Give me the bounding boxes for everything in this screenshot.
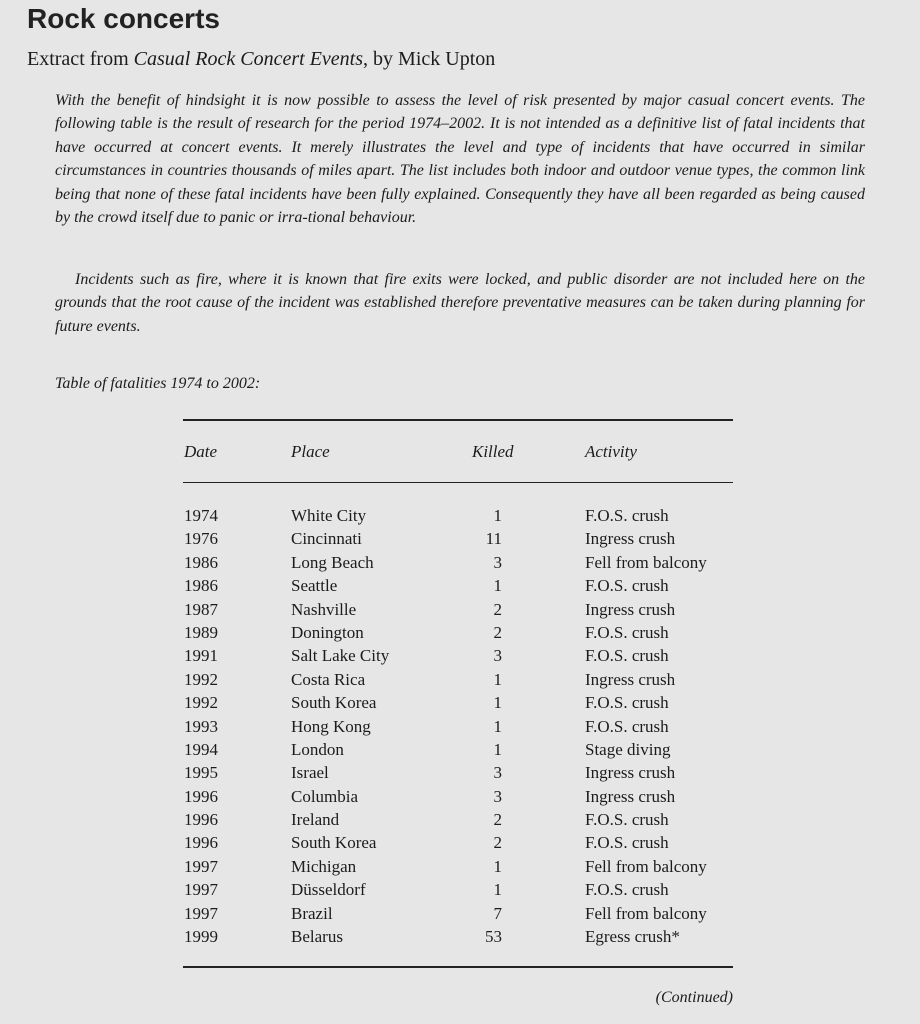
cell-place: Michigan bbox=[291, 856, 357, 876]
cell-date: 1996 bbox=[184, 810, 218, 830]
cell-killed: 1 bbox=[493, 716, 502, 736]
book-title: Casual Rock Concert Events bbox=[133, 48, 364, 70]
cell-date: 1976 bbox=[184, 529, 218, 549]
cell-place: Israel bbox=[291, 763, 329, 783]
cell-activity: Ingress crush bbox=[585, 599, 676, 619]
cell-activity: Egress crush* bbox=[585, 927, 680, 947]
table-row bbox=[0, 833, 920, 856]
cell-place: South Korea bbox=[291, 693, 377, 713]
cell-killed: 11 bbox=[485, 529, 502, 549]
table-row bbox=[0, 810, 920, 833]
header-place: Place bbox=[291, 442, 330, 461]
cell-date: 1974 bbox=[184, 506, 218, 525]
cell-killed: 3 bbox=[493, 786, 502, 806]
table-row bbox=[0, 623, 920, 646]
table-row bbox=[0, 646, 920, 669]
cell-killed: 7 bbox=[493, 903, 502, 923]
header-activity: Activity bbox=[585, 442, 637, 461]
cell-killed: 1 bbox=[493, 576, 502, 596]
cell-date: 1997 bbox=[184, 856, 218, 876]
cell-killed: 3 bbox=[493, 763, 502, 783]
cell-place: Cincinnati bbox=[291, 529, 362, 549]
intro-paragraph: With the benefit of hindsight it is now possible to assess the level of risk presented by major casual concert events. The following table is the result of research for the period 1974–2002. It is not intended as a definitive list of fatal incidents that have occurred at concert events. It merely illustrates the level and type of incidents that have occurred in similar circumstances in countries thousands of miles apart. The list includes both indoor and outdoor venue types, the common link being that none of these fatal incidents have been fully explained. Consequently they have all been regarded as being caused by the crowd itself due to panic or irra-tional behaviour. bbox=[55, 92, 865, 227]
cell-activity: F.O.S. crush bbox=[585, 646, 669, 666]
cell-place: Belarus bbox=[291, 927, 343, 947]
cell-place: Costa Rica bbox=[291, 669, 366, 689]
cell-killed: 3 bbox=[493, 646, 502, 666]
exclusions-paragraph: Incidents such as fire, where it is known that fire exits were locked, and public disorder are not included here on the grounds that the root cause of the incident was established therefore preventative measures can be taken during planning for future events. bbox=[55, 271, 865, 335]
cell-date: 1995 bbox=[184, 763, 218, 783]
table-row bbox=[0, 553, 920, 576]
cell-activity: F.O.S. crush bbox=[585, 576, 669, 596]
cell-killed: 2 bbox=[493, 833, 502, 853]
cell-date: 1999 bbox=[184, 927, 218, 947]
table-row bbox=[0, 717, 920, 740]
cell-activity: Fell from balcony bbox=[585, 552, 707, 572]
cell-place: Düsseldorf bbox=[291, 880, 366, 900]
table-row bbox=[0, 927, 920, 950]
page-title: Rock concerts bbox=[27, 3, 220, 34]
cell-place: Ireland bbox=[291, 810, 340, 830]
cell-activity: F.O.S. crush bbox=[585, 810, 669, 830]
cell-activity: F.O.S. crush bbox=[585, 622, 669, 642]
cell-date: 1986 bbox=[184, 552, 218, 572]
cell-place: Donington bbox=[291, 622, 364, 642]
cell-place: White City bbox=[291, 506, 367, 525]
cell-activity: Ingress crush bbox=[585, 786, 676, 806]
source-prefix: Extract from bbox=[27, 48, 134, 70]
cell-activity: F.O.S. crush bbox=[585, 833, 669, 853]
header-date: Date bbox=[184, 442, 218, 461]
cell-activity: Stage diving bbox=[585, 739, 671, 759]
source-line bbox=[27, 48, 495, 71]
table-row bbox=[0, 529, 920, 552]
table-top-rule bbox=[183, 419, 733, 421]
cell-activity: F.O.S. crush bbox=[585, 506, 669, 525]
cell-place: Hong Kong bbox=[291, 716, 371, 736]
cell-killed: 1 bbox=[493, 880, 502, 900]
table-row bbox=[0, 693, 920, 716]
table-caption: Table of fatalities 1974 to 2002: bbox=[55, 375, 261, 392]
cell-activity: F.O.S. crush bbox=[585, 716, 669, 736]
table-header-rule bbox=[183, 482, 733, 483]
cell-date: 1996 bbox=[184, 833, 218, 853]
fatalities-table-body bbox=[0, 506, 920, 950]
cell-place: Brazil bbox=[291, 903, 333, 923]
cell-activity: Ingress crush bbox=[585, 529, 676, 549]
cell-activity: F.O.S. crush bbox=[585, 693, 669, 713]
cell-date: 1991 bbox=[184, 646, 218, 666]
cell-date: 1992 bbox=[184, 693, 218, 713]
cell-date: 1992 bbox=[184, 669, 218, 689]
cell-place: Seattle bbox=[291, 576, 338, 596]
cell-killed: 2 bbox=[493, 622, 502, 642]
cell-place: Nashville bbox=[291, 599, 357, 619]
cell-date: 1997 bbox=[184, 880, 218, 900]
cell-place: Columbia bbox=[291, 786, 359, 806]
cell-date: 1993 bbox=[184, 716, 218, 736]
table-row bbox=[0, 740, 920, 763]
cell-place: London bbox=[291, 739, 344, 759]
cell-killed: 2 bbox=[493, 599, 502, 619]
cell-date: 1986 bbox=[184, 576, 218, 596]
table-row bbox=[0, 576, 920, 599]
header-killed: Killed bbox=[472, 442, 514, 461]
cell-killed: 1 bbox=[493, 856, 502, 876]
cell-killed: 1 bbox=[493, 739, 502, 759]
cell-killed: 1 bbox=[493, 669, 502, 689]
table-row bbox=[0, 600, 920, 623]
cell-activity: F.O.S. crush bbox=[585, 880, 669, 900]
cell-date: 1994 bbox=[184, 739, 218, 759]
table-row bbox=[0, 904, 920, 927]
continued-note: (Continued) bbox=[655, 989, 733, 1006]
table-row bbox=[0, 857, 920, 880]
source-author: , by Mick Upton bbox=[363, 48, 496, 70]
table-row bbox=[0, 763, 920, 786]
cell-killed: 1 bbox=[493, 506, 502, 525]
cell-date: 1997 bbox=[184, 903, 218, 923]
cell-activity: Fell from balcony bbox=[585, 903, 707, 923]
cell-place: South Korea bbox=[291, 833, 377, 853]
table-row bbox=[0, 880, 920, 903]
cell-place: Salt Lake City bbox=[291, 646, 390, 666]
cell-date: 1996 bbox=[184, 786, 218, 806]
cell-activity: Ingress crush bbox=[585, 763, 676, 783]
cell-activity: Ingress crush bbox=[585, 669, 676, 689]
table-bottom-rule bbox=[183, 966, 733, 968]
cell-date: 1989 bbox=[184, 622, 218, 642]
cell-killed: 2 bbox=[493, 810, 502, 830]
table-row bbox=[0, 506, 920, 529]
cell-activity: Fell from balcony bbox=[585, 856, 707, 876]
cell-date: 1987 bbox=[184, 599, 218, 619]
cell-killed: 3 bbox=[493, 552, 502, 572]
cell-killed: 53 bbox=[485, 927, 502, 947]
cell-killed: 1 bbox=[493, 693, 502, 713]
cell-place: Long Beach bbox=[291, 552, 374, 572]
table-row bbox=[0, 787, 920, 810]
table-row bbox=[0, 670, 920, 693]
